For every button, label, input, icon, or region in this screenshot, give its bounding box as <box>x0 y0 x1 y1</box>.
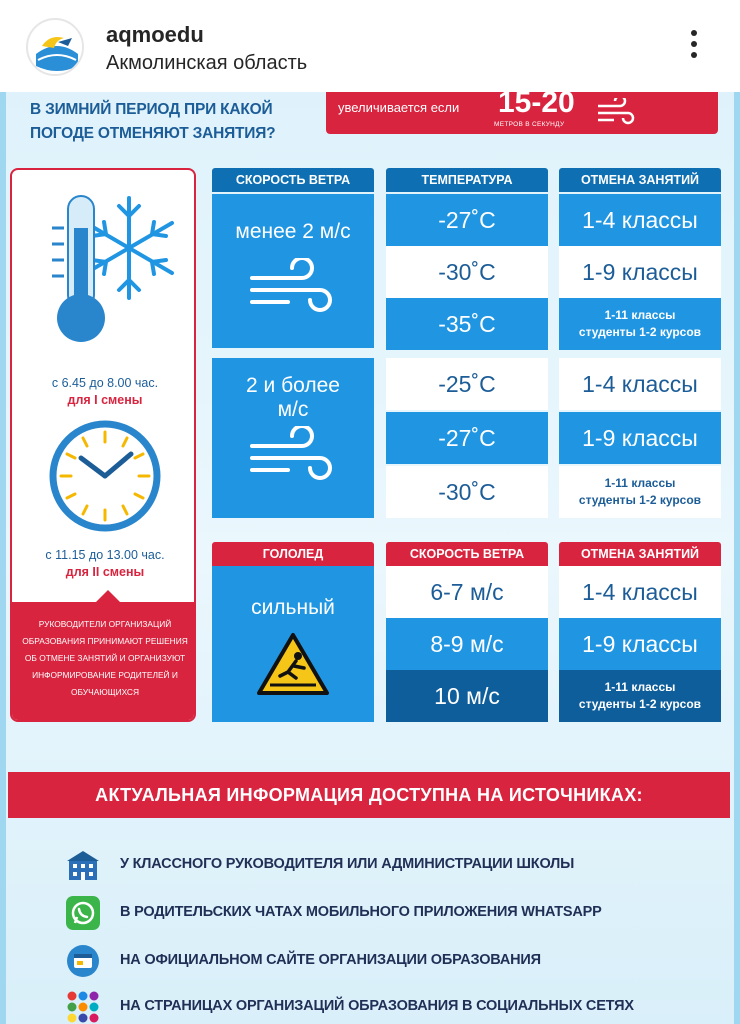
source-label: У КЛАССНОГО РУКОВОДИТЕЛЯ ИЛИ АДМИНИСТРАЦИИ ШКОЛЫ <box>120 856 575 872</box>
temp-cell: -35˚С <box>386 298 548 350</box>
post-header <box>0 0 740 92</box>
temp-cell: -25˚С <box>386 358 548 410</box>
header-cancellation: ОТМЕНА ЗАНЯТИЙ <box>559 168 721 192</box>
sources-title: АКТУАЛЬНАЯ ИНФОРМАЦИЯ ДОСТУПНА НА ИСТОЧНИКАХ: <box>8 772 730 818</box>
infographic <box>0 86 740 1024</box>
wind-icon <box>596 98 636 126</box>
source-item <box>66 844 716 884</box>
cancel-line: студенты 1-2 курсов <box>578 325 702 339</box>
header-wind-speed: СКОРОСТЬ ВЕТРА <box>212 168 374 192</box>
avatar[interactable] <box>26 18 84 76</box>
cancel-cell: 1-9 классы <box>559 618 721 670</box>
temp-cell: -27˚С <box>386 412 548 464</box>
aqmoedu-logo-icon <box>28 20 84 76</box>
wind-group-2-value-line1: 2 и более <box>246 374 340 397</box>
school-building-icon <box>66 848 100 882</box>
source-item <box>66 892 716 932</box>
ice-wind-cell: 10 м/с <box>386 670 548 722</box>
wind-speed-banner <box>326 86 718 134</box>
ice-condition-cell <box>212 566 374 722</box>
whatsapp-icon <box>66 896 100 930</box>
wind-group-1-value: менее 2 м/с <box>235 220 351 243</box>
wind-group-2-value-line2: м/с <box>277 398 309 421</box>
header-temperature: ТЕМПЕРАТУРА <box>386 168 548 192</box>
wind-group-2-cell <box>212 358 374 518</box>
clock-icon <box>47 418 163 534</box>
cancel-cell <box>559 298 721 350</box>
slippery-warning-icon <box>256 632 330 696</box>
shift2-time: с 11.15 до 13.00 час. <box>45 548 165 562</box>
temp-cell: -30˚С <box>386 246 548 298</box>
cancel-cell <box>559 670 721 722</box>
temp-cell: -30˚С <box>386 466 548 518</box>
cancel-cell: 1-4 классы <box>559 358 721 410</box>
question-title: В ЗИМНИЙ ПЕРИОД ПРИ КАКОЙ ПОГОДЕ ОТМЕНЯЮТ ЗАНЯТИЯ? <box>30 101 276 142</box>
cancel-cell: 1-4 классы <box>559 566 721 618</box>
shift1-label: для I смены <box>67 393 143 407</box>
cancel-cell: 1-9 классы <box>559 412 721 464</box>
wind-icon <box>248 258 338 318</box>
wind-group-1-cell <box>212 194 374 348</box>
card-footer-text: РУКОВОДИТЕЛИ ОРГАНИЗАЦИЙ ОБРАЗОВАНИЯ ПРИНИМАЮТ РЕШЕНИЯ ОБ ОТМЕНЕ ЗАНЯТИЙ И ОРГАНИЗУЮТ ИНФОРМИРОВАНИЕ РОДИТЕЛЕЙ И ОБУЧАЮЩИХСЯ <box>12 602 196 722</box>
shift-times-card <box>10 168 196 722</box>
cancel-line: 1-11 классы <box>604 308 676 322</box>
header-ice-wind-speed: СКОРОСТЬ ВЕТРА <box>386 542 548 566</box>
card-notch <box>96 590 120 602</box>
wind-icon <box>248 426 338 486</box>
website-icon <box>66 944 100 978</box>
cancel-cell: 1-9 классы <box>559 246 721 298</box>
ice-wind-cell: 8-9 м/с <box>386 618 548 670</box>
header-ice: ГОЛОЛЕД <box>212 542 374 566</box>
thermometer-snowflake-icon <box>34 188 184 348</box>
shift1-time: с 6.45 до 8.00 час. <box>51 376 159 390</box>
source-label: НА СТРАНИЦАХ ОРГАНИЗАЦИЙ ОБРАЗОВАНИЯ В СОЦИАЛЬНЫХ СЕТЯХ <box>120 998 634 1014</box>
social-networks-icon <box>66 990 100 1024</box>
banner-text: увеличивается если <box>338 100 460 115</box>
username[interactable]: aqmoedu <box>106 22 204 47</box>
temp-cell: -27˚С <box>386 194 548 246</box>
shift2-label: для II смены <box>65 565 145 579</box>
cancel-line: студенты 1-2 курсов <box>578 493 702 507</box>
cancel-line: 1-11 классы <box>604 680 676 694</box>
banner-value: 15-20 <box>498 86 575 119</box>
cancel-line: 1-11 классы <box>604 476 676 490</box>
ice-wind-cell: 6-7 м/с <box>386 566 548 618</box>
cancel-cell: 1-4 классы <box>559 194 721 246</box>
header-ice-cancellation: ОТМЕНА ЗАНЯТИЙ <box>559 542 721 566</box>
cancel-line: студенты 1-2 курсов <box>578 697 702 711</box>
ice-condition: сильный <box>251 596 335 619</box>
source-label: НА ОФИЦИАЛЬНОМ САЙТЕ ОРГАНИЗАЦИИ ОБРАЗОВАНИЯ <box>120 952 541 968</box>
source-item <box>66 986 716 1024</box>
banner-unit: МЕТРОВ В СЕКУНДУ <box>494 121 565 128</box>
source-item <box>66 940 716 980</box>
more-options-icon[interactable] <box>682 30 706 70</box>
source-label: В РОДИТЕЛЬСКИХ ЧАТАХ МОБИЛЬНОГО ПРИЛОЖЕНИЯ WHATSAPP <box>120 904 602 920</box>
location[interactable]: Акмолинская область <box>106 52 308 74</box>
cancel-cell <box>559 466 721 518</box>
